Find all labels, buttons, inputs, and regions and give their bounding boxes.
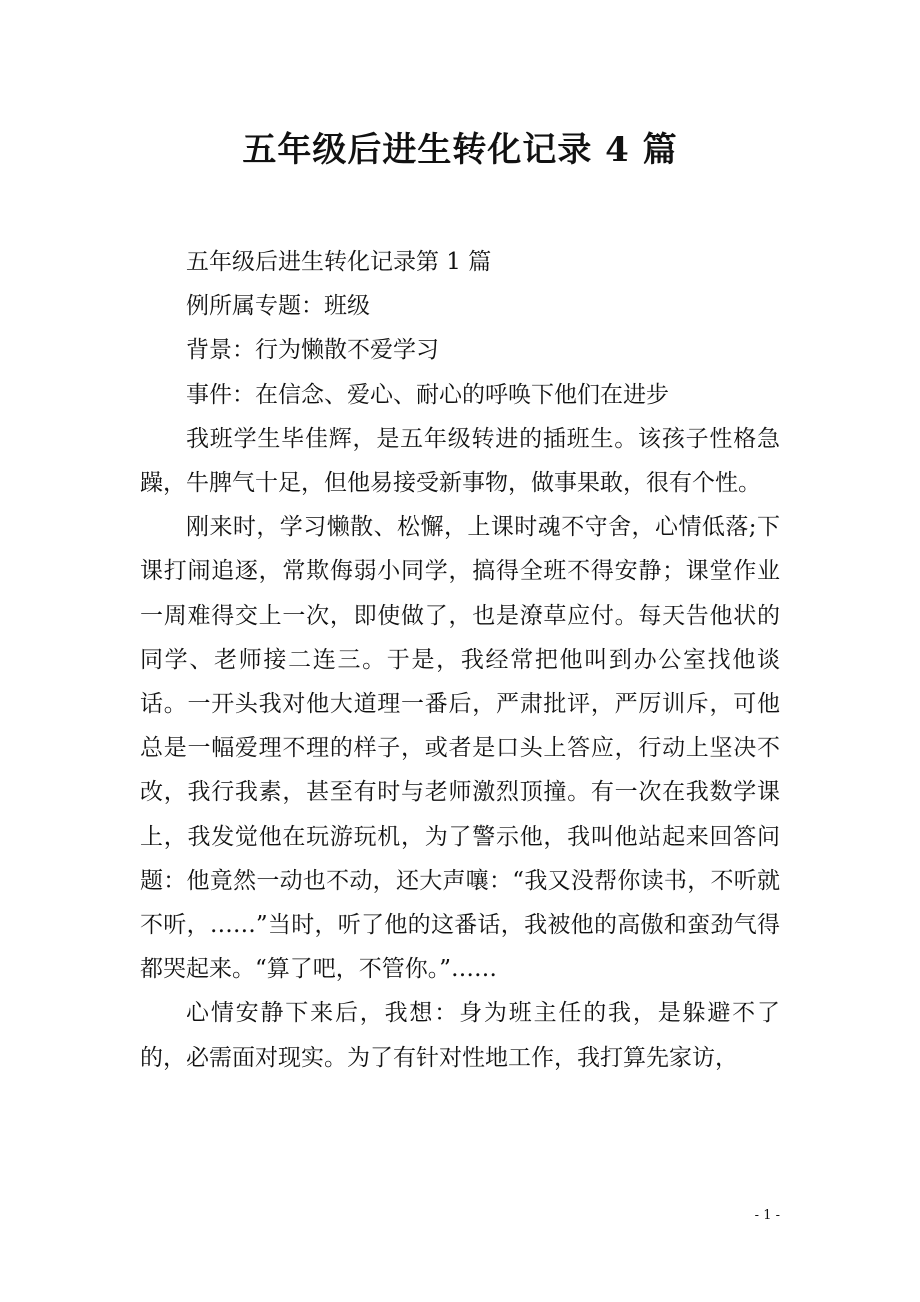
document-title: 五年级后进生转化记录 4 篇 — [242, 130, 678, 170]
paragraph-topic: 例所属专题：班级 — [186, 293, 370, 320]
paragraph-heading: 五年级后进生转化记录第 1 篇 — [186, 249, 492, 275]
paragraph-intro: 我班学生毕佳辉，是五年级转进的插班生。该孩子性格急躁，牛脾气十足，但他易接受新事物，做事果敢，很有个性。 — [140, 425, 780, 497]
page-number: - 1 - — [754, 1208, 780, 1223]
paragraph-story: 刚来时，学习懒散、松懈，上课时魂不守舍，心情低落;下课打闹追逐，常欺侮弱小同学，搞得全班不得安静；课堂作业一周难得交上一次，即使做了，也是潦草应付。每天告他状的同学、老师接二连三。于是，我经常把他叫到办公室找他谈话。一开头我对他大道理一番后，严肃批评，严厉训斥，可他总是一幅爱理不理的样子，或者是口头上答应，行动上坚决不改，我行我素，甚至有时与老师激烈顶撞。有一次在我数学课上，我发觉他在玩游玩机，为了警示他，我叫他站起来回答问题：他竟然一动也不动，还大声嚷：“我又没帮你读书，不听就不听，……”当时，听了他的这番话，我被他的高傲和蛮劲气得都哭起来。“算了吧，不管你。”…… — [140, 514, 780, 983]
paragraph-reflection: 心情安静下来后，我想：身为班主任的我，是躲避不了的，必需面对现实。为了有针对性地工作，我打算先家访， — [140, 1000, 780, 1071]
document-body — [140, 240, 780, 1080]
paragraph-event: 事件：在信念、爱心、耐心的呼唤下他们在进步 — [186, 381, 669, 408]
paragraph-background: 背景：行为懒散不爱学习 — [186, 337, 439, 364]
